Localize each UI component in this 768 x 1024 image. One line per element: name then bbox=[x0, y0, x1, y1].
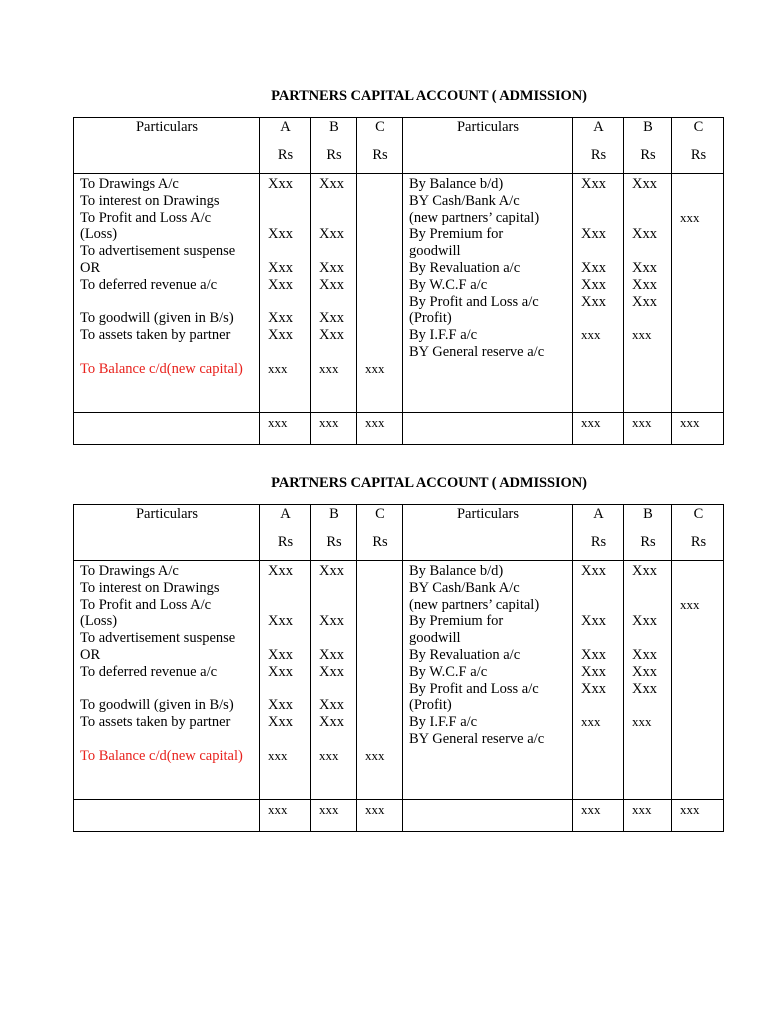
partner-a-total: xxx bbox=[268, 415, 288, 430]
column-divider bbox=[402, 118, 403, 444]
column-divider bbox=[572, 505, 573, 831]
partner-a-amount: Xxx bbox=[581, 680, 606, 697]
column-divider bbox=[356, 118, 357, 444]
partner-b-amount: Xxx bbox=[319, 176, 344, 192]
rupee-unit-label: Rs bbox=[690, 534, 707, 550]
partner-b-amount: Xxx bbox=[632, 293, 657, 310]
account-title: PARTNERS CAPITAL ACCOUNT ( ADMISSION) bbox=[271, 475, 587, 491]
debit-particular-line: To interest on Drawings bbox=[80, 192, 220, 209]
partner-b-amount: Xxx bbox=[319, 647, 344, 663]
partner-a-header: A bbox=[593, 119, 604, 135]
partner-a-amount: Xxx bbox=[268, 226, 293, 243]
header-divider bbox=[74, 173, 723, 174]
partner-a-amount: Xxx bbox=[268, 647, 293, 663]
partner-c-total: xxx bbox=[365, 415, 385, 430]
partner-b-amount: Xxx bbox=[319, 563, 344, 579]
rupee-unit-label: Rs bbox=[590, 534, 607, 550]
rupee-unit-label: Rs bbox=[690, 147, 707, 163]
particulars-header: Particulars bbox=[135, 119, 198, 135]
partner-c-total: xxx bbox=[680, 802, 700, 817]
credit-particular-line: By I.F.F a/c bbox=[409, 714, 478, 731]
credit-particular-line: By Balance b/d) bbox=[409, 176, 504, 192]
rupee-unit-label: Rs bbox=[372, 534, 388, 550]
credit-particular-line: By Premium for bbox=[409, 613, 504, 630]
partner-a-amount: xxx bbox=[268, 747, 288, 763]
partner-a-amount: Xxx bbox=[268, 613, 293, 630]
partner-b-amount: Xxx bbox=[319, 663, 344, 680]
debit-particular-line: To Balance c/d(new capital) bbox=[80, 747, 243, 764]
debit-particular-line: To assets taken by partner bbox=[80, 714, 231, 731]
partner-a-amount: Xxx bbox=[581, 563, 606, 579]
partner-b-amount: Xxx bbox=[632, 663, 657, 680]
partner-a-total: xxx bbox=[581, 802, 601, 817]
partner-a-header: A bbox=[593, 506, 604, 522]
debit-particular-line: To assets taken by partner bbox=[80, 327, 231, 344]
particulars-header: Particulars bbox=[456, 119, 519, 135]
partner-b-amount: Xxx bbox=[319, 697, 344, 714]
header-divider bbox=[74, 560, 723, 561]
column-divider bbox=[259, 505, 260, 831]
partner-c-total: xxx bbox=[680, 415, 700, 430]
partner-b-amount: Xxx bbox=[632, 680, 657, 697]
column-divider bbox=[356, 505, 357, 831]
credit-particular-line: (new partners’ capital) bbox=[409, 596, 540, 613]
partner-b-amount: Xxx bbox=[632, 647, 657, 663]
partner-c-total: xxx bbox=[365, 802, 385, 817]
debit-particular-line: (Loss) bbox=[80, 613, 118, 630]
partner-b-header: B bbox=[329, 506, 339, 522]
debit-particular-line: To deferred revenue a/c bbox=[80, 276, 218, 293]
partner-a-amount: Xxx bbox=[268, 310, 293, 327]
particulars-header: Particulars bbox=[456, 506, 519, 522]
credit-particular-line: By W.C.F a/c bbox=[409, 276, 488, 293]
column-divider bbox=[310, 118, 311, 444]
partner-b-total: xxx bbox=[319, 802, 339, 817]
credit-particular-line: (new partners’ capital) bbox=[409, 209, 540, 226]
debit-particular-line: To goodwill (given in B/s) bbox=[80, 697, 234, 714]
partner-b-amount: Xxx bbox=[632, 276, 657, 293]
partner-a-amount: Xxx bbox=[581, 276, 606, 293]
partner-b-amount: Xxx bbox=[319, 276, 344, 293]
partner-b-total: xxx bbox=[632, 802, 652, 817]
partner-a-amount: xxx bbox=[581, 714, 601, 730]
partner-b-amount: Xxx bbox=[632, 563, 657, 579]
partner-a-amount: Xxx bbox=[581, 647, 606, 663]
debit-particular-line: To deferred revenue a/c bbox=[80, 663, 218, 680]
partner-a-amount: Xxx bbox=[268, 663, 293, 680]
partner-b-amount: Xxx bbox=[319, 310, 344, 327]
partner-a-amount: Xxx bbox=[581, 226, 606, 243]
debit-particular-line: To goodwill (given in B/s) bbox=[80, 310, 234, 327]
partner-b-amount: Xxx bbox=[632, 226, 657, 243]
debit-particular-line: OR bbox=[80, 260, 101, 276]
debit-particular-line: OR bbox=[80, 647, 101, 663]
column-divider bbox=[671, 118, 672, 444]
debit-particular-line: To interest on Drawings bbox=[80, 579, 220, 596]
credit-particular-line: By Profit and Loss a/c bbox=[409, 293, 539, 310]
partner-a-amount: Xxx bbox=[581, 260, 606, 276]
column-divider bbox=[310, 505, 311, 831]
partner-b-amount: xxx bbox=[319, 360, 339, 376]
credit-particular-line: By Profit and Loss a/c bbox=[409, 680, 539, 697]
partner-a-amount: xxx bbox=[581, 327, 601, 343]
column-divider bbox=[259, 118, 260, 444]
credit-particular-line: BY Cash/Bank A/c bbox=[409, 192, 520, 209]
partner-b-amount: Xxx bbox=[319, 226, 344, 243]
partner-c-amount: xxx bbox=[365, 360, 385, 376]
credit-particular-line: goodwill bbox=[409, 630, 461, 647]
account-title: PARTNERS CAPITAL ACCOUNT ( ADMISSION) bbox=[271, 88, 587, 104]
rupee-unit-label: Rs bbox=[277, 534, 294, 550]
debit-particular-line: To Profit and Loss A/c bbox=[80, 209, 212, 226]
credit-particular-line: By Premium for bbox=[409, 226, 504, 243]
partner-a-amount: Xxx bbox=[268, 563, 293, 579]
debit-particular-line: To advertisement suspense bbox=[80, 630, 236, 647]
rupee-unit-label: Rs bbox=[640, 147, 656, 163]
rupee-unit-label: Rs bbox=[326, 147, 342, 163]
rupee-unit-label: Rs bbox=[277, 147, 294, 163]
partner-b-amount: Xxx bbox=[632, 176, 657, 192]
credit-particular-line: By I.F.F a/c bbox=[409, 327, 478, 344]
partner-b-amount: xxx bbox=[632, 714, 652, 730]
column-divider bbox=[402, 505, 403, 831]
credit-particular-line: BY General reserve a/c bbox=[409, 344, 545, 360]
partner-a-amount: Xxx bbox=[268, 260, 293, 276]
partner-a-header: A bbox=[280, 119, 291, 135]
credit-particular-line: (Profit) bbox=[409, 310, 452, 327]
partner-c-header: C bbox=[693, 506, 704, 522]
partner-a-amount: Xxx bbox=[268, 276, 293, 293]
rupee-unit-label: Rs bbox=[590, 147, 607, 163]
rupee-unit-label: Rs bbox=[640, 534, 656, 550]
column-divider bbox=[572, 118, 573, 444]
partner-a-header: A bbox=[280, 506, 291, 522]
capital-account-table bbox=[73, 504, 724, 832]
partner-b-total: xxx bbox=[632, 415, 652, 430]
totals-divider bbox=[74, 412, 723, 413]
partner-b-amount: xxx bbox=[319, 747, 339, 763]
debit-particular-line: To advertisement suspense bbox=[80, 243, 236, 260]
partner-c-header: C bbox=[375, 119, 385, 135]
partner-b-amount: Xxx bbox=[319, 714, 344, 731]
debit-particular-line: To Drawings A/c bbox=[80, 563, 179, 579]
rupee-unit-label: Rs bbox=[326, 534, 342, 550]
totals-divider bbox=[74, 799, 723, 800]
partner-b-header: B bbox=[329, 119, 339, 135]
credit-particular-line: goodwill bbox=[409, 243, 461, 260]
debit-particular-line: (Loss) bbox=[80, 226, 118, 243]
partner-b-total: xxx bbox=[319, 415, 339, 430]
partner-a-total: xxx bbox=[268, 802, 288, 817]
partner-b-header: B bbox=[643, 506, 653, 522]
partner-b-amount: Xxx bbox=[319, 327, 344, 344]
credit-particular-line: BY General reserve a/c bbox=[409, 731, 545, 747]
partner-c-header: C bbox=[693, 119, 704, 135]
credit-particular-line: By Revaluation a/c bbox=[409, 647, 521, 663]
partner-a-amount: Xxx bbox=[581, 293, 606, 310]
partner-a-amount: Xxx bbox=[268, 176, 293, 192]
partner-a-amount: Xxx bbox=[581, 663, 606, 680]
debit-particular-line: To Balance c/d(new capital) bbox=[80, 360, 243, 377]
partner-a-amount: Xxx bbox=[581, 613, 606, 630]
partner-a-amount: Xxx bbox=[268, 714, 293, 731]
credit-particular-line: (Profit) bbox=[409, 697, 452, 714]
partner-a-amount: Xxx bbox=[268, 697, 293, 714]
partner-a-amount: Xxx bbox=[581, 176, 606, 192]
partner-a-total: xxx bbox=[581, 415, 601, 430]
debit-particular-line: To Drawings A/c bbox=[80, 176, 179, 192]
partner-b-amount: xxx bbox=[632, 327, 652, 343]
column-divider bbox=[671, 505, 672, 831]
particulars-header: Particulars bbox=[135, 506, 198, 522]
partner-c-amount: xxx bbox=[365, 747, 385, 763]
partner-b-amount: Xxx bbox=[319, 260, 344, 276]
column-divider bbox=[623, 118, 624, 444]
debit-particular-line: To Profit and Loss A/c bbox=[80, 596, 212, 613]
rupee-unit-label: Rs bbox=[372, 147, 388, 163]
capital-account-table bbox=[73, 117, 724, 445]
partner-b-header: B bbox=[643, 119, 653, 135]
credit-particular-line: By Revaluation a/c bbox=[409, 260, 521, 276]
partner-b-amount: Xxx bbox=[632, 260, 657, 276]
credit-particular-line: By Balance b/d) bbox=[409, 563, 504, 579]
partner-a-amount: xxx bbox=[268, 360, 288, 376]
credit-particular-line: BY Cash/Bank A/c bbox=[409, 579, 520, 596]
partner-b-amount: Xxx bbox=[319, 613, 344, 630]
partner-a-amount: Xxx bbox=[268, 327, 293, 344]
partner-c-amount: xxx bbox=[680, 596, 700, 612]
partner-c-amount: xxx bbox=[680, 209, 700, 225]
column-divider bbox=[623, 505, 624, 831]
partner-b-amount: Xxx bbox=[632, 613, 657, 630]
credit-particular-line: By W.C.F a/c bbox=[409, 663, 488, 680]
partner-c-header: C bbox=[375, 506, 385, 522]
